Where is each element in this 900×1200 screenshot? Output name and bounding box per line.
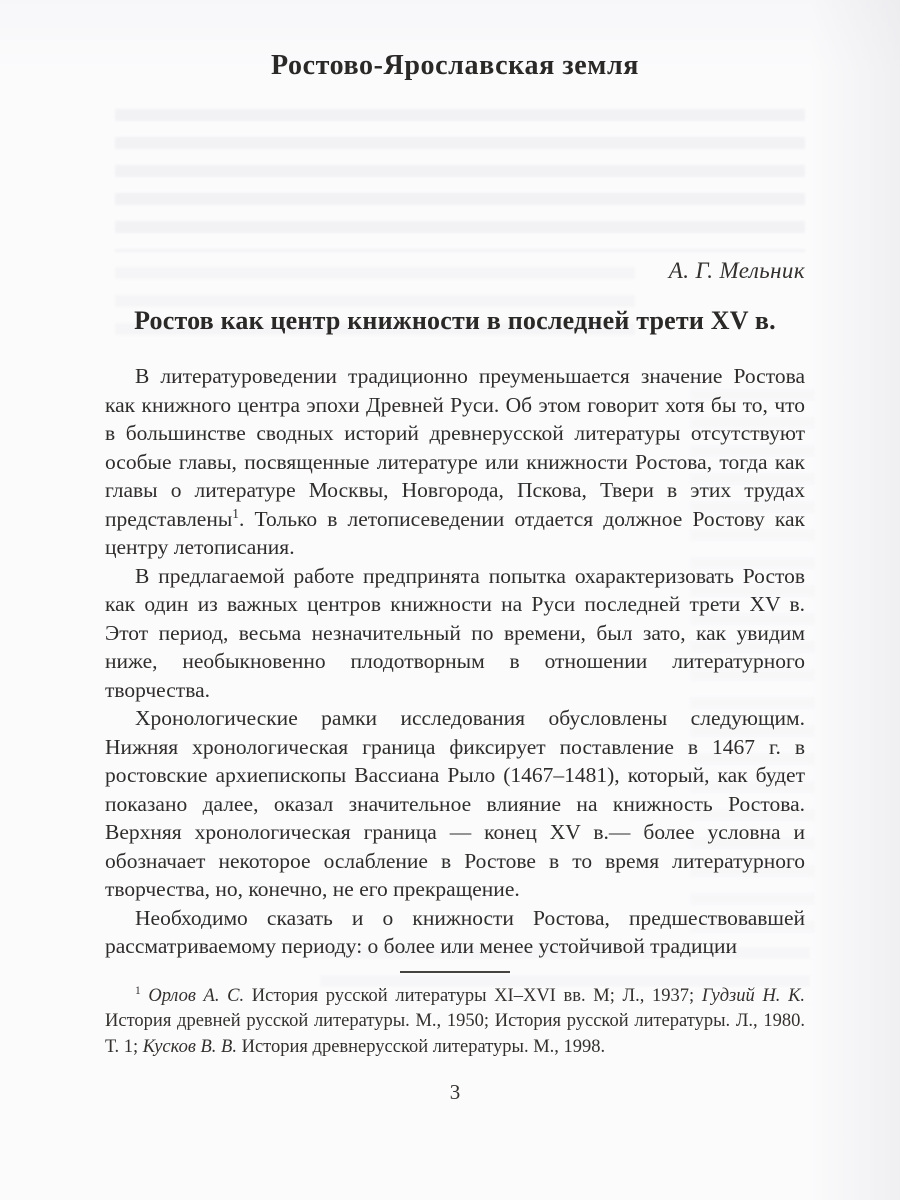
page-content — [0, 50, 900, 1105]
footnote-author-kuskov: Кусков В. В. — [142, 1036, 237, 1057]
paragraph-3: Хронологические рамки исследования обусловлены следующим. Нижняя хронологическая граница фиксирует поставление в 1467 г. в ростовские архиепископы Вассиана Рыло (1467–1481), который, как будет показано далее, оказал значительное влияние на книжность Ростова. Верхняя хронологическая граница — конец XV в.— более условна и обозначает некоторое ослабление в Ростове в то время литературного творчества, но, конечно, не его прекращение. — [105, 706, 805, 901]
footnote-text-2: История древней русской литературы. М., 1950; История русской литературы. Л., 1980. Т. 1; — [105, 1011, 805, 1057]
paragraph-1-continuation: . Только в летописеведении отдается должное Ростову как центру летописания. — [105, 506, 805, 559]
footnote-text-3: История древнерусской литературы. М., 1998. — [236, 1036, 606, 1057]
footnote-author-orlov: Орлов А. С. — [148, 985, 245, 1006]
article-body — [105, 362, 805, 961]
page-number: 3 — [449, 1080, 461, 1104]
paragraph-4: Необходимо сказать и о книжности Ростова, предшествовавшей рассматриваемому периоду: о более или менее устойчивой традиции — [105, 905, 805, 958]
footnote — [105, 984, 805, 1061]
footnote-reference-mark: 1 — [232, 505, 239, 521]
footnote-author-gudziy: Гудзий Н. К. — [701, 985, 806, 1006]
footnote-marker: 1 — [135, 984, 141, 997]
paragraph-1-text: В литературоведении традиционно преуменьшается значение Ростова как книжного центра эпохи Древней Руси. Об этом говорит хотя бы то, что в большинстве сводных историй древнерусской литературы отсутствуют особые главы, посвященные литературе или книжности Ростова, тогда как главы о литературе Москвы, Новгорода, Пскова, Твери в этих трудах представлены — [105, 364, 805, 531]
footnote-text-1: История русской литературы XI–XVI вв. М; Л., 1937; — [244, 985, 702, 1006]
paragraph-1 — [105, 362, 805, 562]
footnote-separator — [400, 971, 510, 973]
running-head: Ростово-Ярославская земля — [270, 50, 640, 81]
author-byline: А. Г. Мельник — [668, 258, 805, 283]
paragraph-2: В предлагаемой работе предпринята попытка охарактеризовать Ростов как один из важных центров книжности на Руси последней трети XV в. Этот период, весьма незначительный по времени, был зато, как увидим ниже, необыкновенно плодотворным в отношении литературного творчества. — [105, 563, 805, 702]
article-title: Ростов как центр книжности в последней трети XV в. — [134, 306, 776, 335]
